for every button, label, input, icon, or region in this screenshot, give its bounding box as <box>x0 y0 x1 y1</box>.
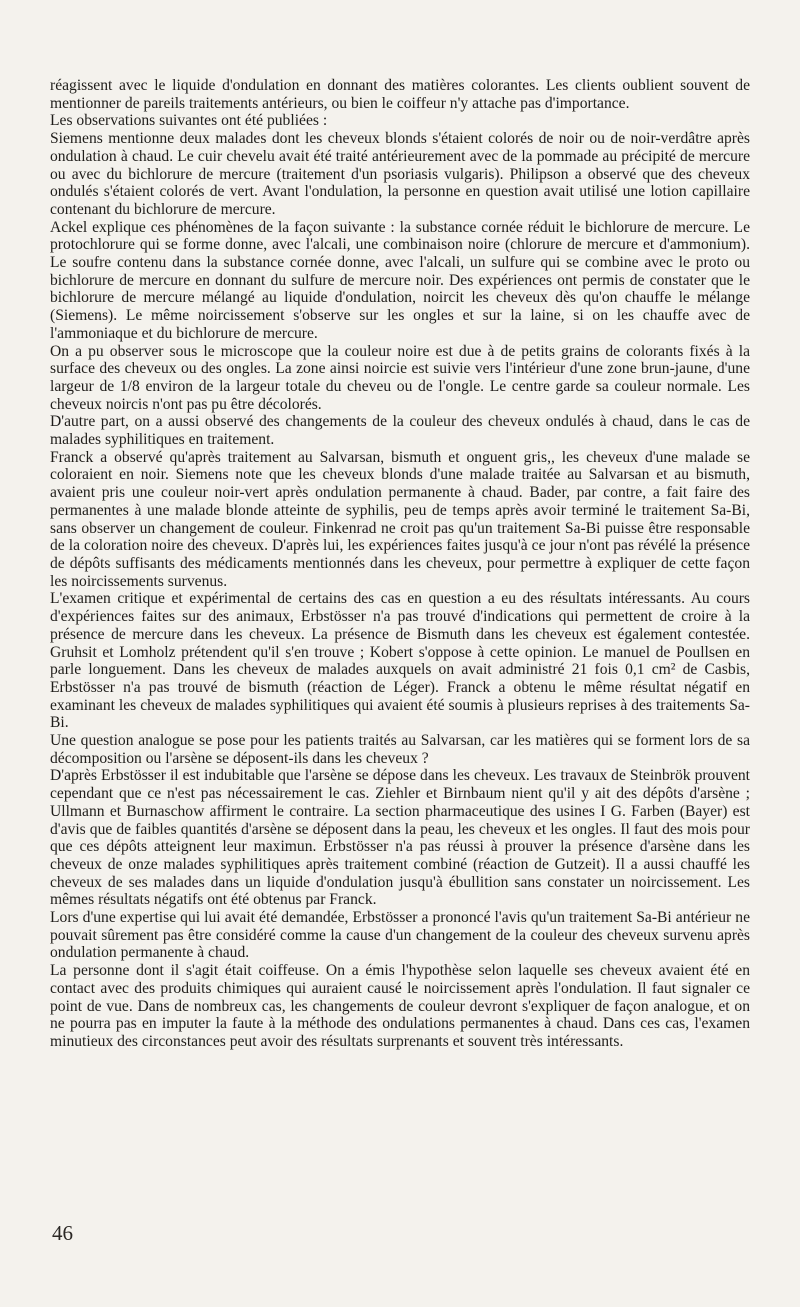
paragraph-3: Siemens mentionne deux malades dont les cheveux blonds s'étaient colorés de noir ou de noir-verdâtre après ondulation à chaud. Le cuir chevelu avait été traité antérieurement avec de la pommade au précipité de mercure ou avec du bichlorure de mercure (traitement d'un psoriasis vulgaris). Philipson a observé que des cheveux ondulés s'étaient colorés de vert. Avant l'ondulation, la personne en question avait utilisé une lotion capillaire contenant du bichlorure de mercure. <box>50 130 750 218</box>
paragraph-9: Une question analogue se pose pour les patients traités au Salvarsan, car les matières qui se forment lors de sa décomposition ou l'arsène se déposent-ils dans les cheveux ? <box>50 732 750 767</box>
paragraph-4: Ackel explique ces phénomènes de la façon suivante : la substance cornée réduit le bichlorure de mercure. Le protochlorure qui se forme donne, avec l'alcali, une combinaison noire (chlorure de mercure et d'ammonium). Le soufre contenu dans la substance cornée donne, avec l'alcali, un sulfure qui se combine avec le proto ou bichlorure de mercure en donnant du sulfure de mercure noir. Des expériences ont permis de constater que le bichlorure de mercure mélangé au liquide d'ondulation, noircit les cheveux dès qu'on chauffe le mélange (Siemens). Le même noircissement s'observe sur les ongles et sur la laine, si on les chauffe avec de l'ammoniaque et du bichlorure de mercure. <box>50 218 750 342</box>
paragraph-12: La personne dont il s'agit était coiffeuse. On a émis l'hypothèse selon laquelle ses cheveux avaient été en contact avec des produits chimiques qui auraient causé le noircissement après l'ondulation. Il faut signaler ce point de vue. Dans de nombreux cas, les changements de couleur devront s'expliquer de façon analogue, et on ne pourra pas en imputer la faute à la méthode des ondulations permanentes à chaud. Dans ces cas, l'examen minutieux des circonstances peut avoir des résultats surprenants et souvent très intéressants. <box>50 962 750 1050</box>
body-text <box>50 77 750 1051</box>
paragraph-8: L'examen critique et expérimental de certains des cas en question a eu des résultats intéressants. Au cours d'expériences faites sur des animaux, Erbstösser n'a pas trouvé d'indications qui permettent de croire à la présence de mercure dans les cheveux. La présence de Bismuth dans les cheveux est également contestée. Gruhsit et Lomholz prétendent qu'il s'en trouve ; Kobert s'oppose à cette opinion. Le manuel de Poullsen en parle longuement. Dans les cheveux de malades auxquels on avait administré 21 fois 0,1 cm² de Casbis, Erbstösser n'a pas trouvé de bismuth (réaction de Léger). Franck a obtenu le même résultat négatif en examinant les cheveux de malades syphilitiques qui avaient été soumis à plusieurs reprises à des traitements Sa-Bi. <box>50 590 750 732</box>
paragraph-1: réagissent avec le liquide d'ondulation en donnant des matières colorantes. Les clients oublient souvent de mentionner de pareils traitements antérieurs, ou bien le coiffeur n'y attache pas d'importance. <box>50 77 750 112</box>
paragraph-5: On a pu observer sous le microscope que la couleur noire est due à de petits grains de colorants fixés à la surface des cheveux ou des ongles. La zone ainsi noircie est suivie vers l'intérieur d'une zone brun-jaune, d'une largeur de 1/8 environ de la largeur totale du cheveu ou de l'ongle. Le centre garde sa couleur normale. Les cheveux noircis n'ont pas pu être décolorés. <box>50 342 750 413</box>
paragraph-11: Lors d'une expertise qui lui avait été demandée, Erbstösser a prononcé l'avis qu'un traitement Sa-Bi antérieur ne pouvait sûrement pas être considéré comme la cause d'un changement de la couleur des cheveux survenu après ondulation permanente à chaud. <box>50 909 750 962</box>
page-number: 46 <box>52 1221 73 1245</box>
paragraph-7: Franck a observé qu'après traitement au Salvarsan, bismuth et onguent gris,, les cheveux d'une malade se coloraient en noir. Siemens note que les cheveux blonds d'une malade traitée au Salvarsan et au bismuth, avaient pris une couleur noir-vert après ondulation permanente à chaud. Bader, par contre, a fait faire des permanentes à une malade blonde atteinte de syphilis, peu de temps après avoir terminé le traitement Sa-Bi, sans observer un changement de couleur. Finkenrad ne croit pas qu'un traitement Sa-Bi puisse être responsable de la coloration noire des cheveux. D'après lui, les expériences faites jusqu'à ce jour n'ont pas révélé la présence de dépôts suffisants des médicaments mentionnés dans les cheveux, pour permettre à expliquer de cette façon les noircissements survenus. <box>50 448 750 590</box>
paragraph-10: D'après Erbstösser il est indubitable que l'arsène se dépose dans les cheveux. Les travaux de Steinbrök prouvent cependant que ce n'est pas nécessairement le cas. Ziehler et Birnbaum nient qu'il y ait des dépôts d'arsène ; Ullmann et Burnaschow affirment le contraire. La section pharmaceutique des usines I G. Farben (Bayer) est d'avis que de faibles quantités d'arsène se déposent dans la peau, les cheveux et les ongles. Il faut des mois pour que ces dépôts atteignent leur maximun. Erbstösser n'a pas réussi à prouver la présence d'arsène dans les cheveux de onze malades syphilitiques après traitement combiné (réaction de Gutzeit). Il a aussi chauffé les cheveux de ses malades dans un liquide d'ondulation jusqu'à ébullition sans constater un noircissement. Les mêmes résultats négatifs ont été obtenus par Franck. <box>50 767 750 909</box>
paragraph-6: D'autre part, on a aussi observé des changements de la couleur des cheveux ondulés à chaud, dans le cas de malades syphilitiques en traitement. <box>50 413 750 449</box>
paragraph-2: Les observations suivantes ont été publiées : <box>50 112 328 130</box>
